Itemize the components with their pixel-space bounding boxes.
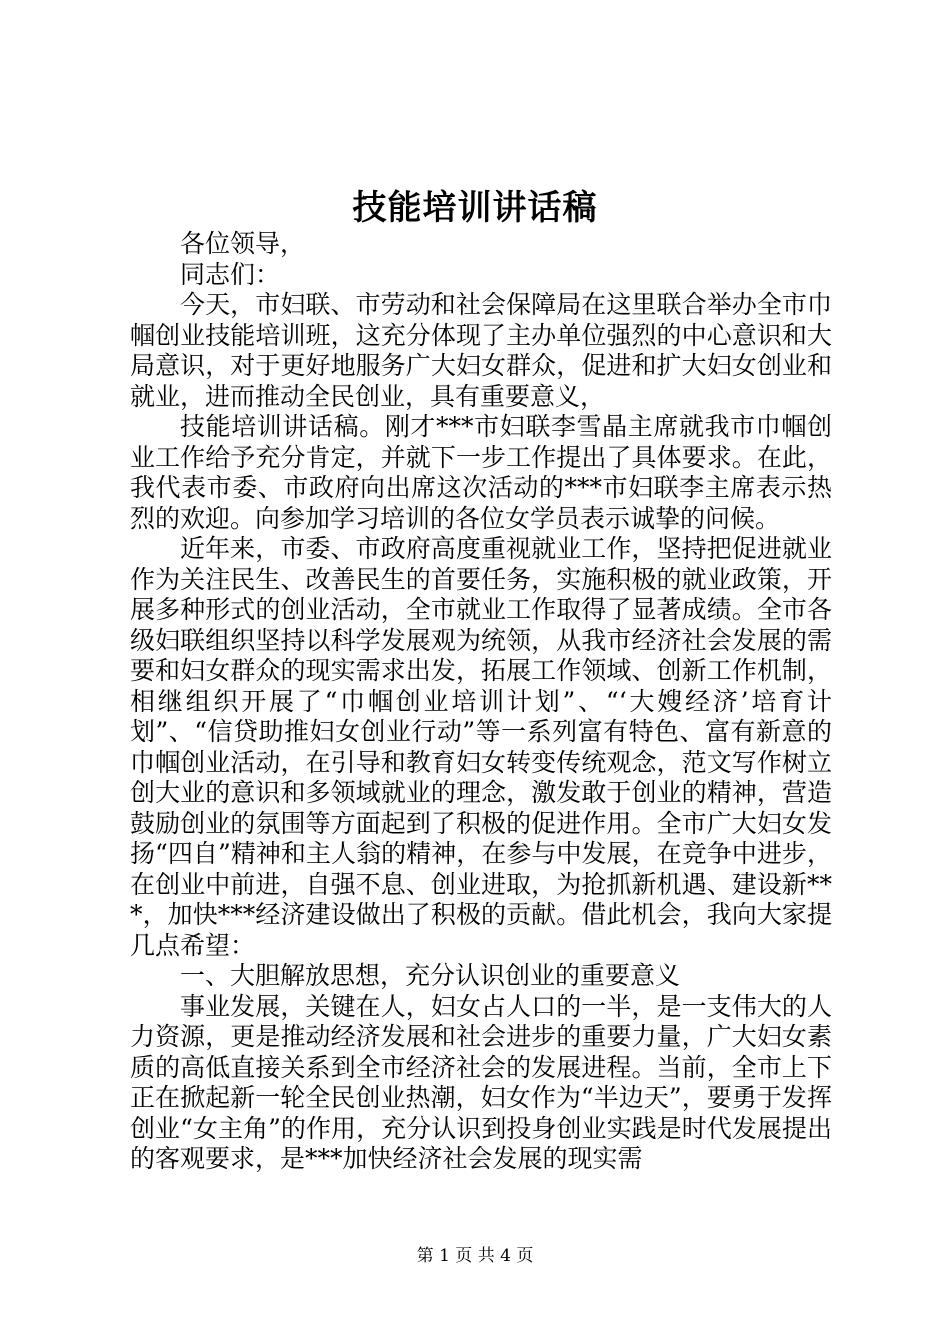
section-heading-1: 一、大胆解放思想，充分认识创业的重要意义: [180, 961, 681, 990]
salutation-comrades: 同志们：: [180, 259, 281, 289]
paragraph-section-1: 事业发展，关键在人，妇女占人口的一半，是一支伟大的人力资源，更是推动经济发展和社会进步的重要力量，广大妇女素质的高低直接关系到全市经济社会的发展进程。当前，全市上下正在掀起新一轮全民创业热潮，妇女作为“半边天”，要勇于发挥创业“女主角”的作用，充分认识到投身创业实践是时代发展提出的客观要求，是***加快经济社会发展的现实需: [130, 991, 832, 1173]
document-body: [130, 229, 832, 1175]
document-title: 技能培训讲话稿: [352, 188, 598, 228]
page-number-footer: 第 1 页 共 4 页: [416, 1246, 534, 1266]
paragraph-welcome: 技能培训讲话稿。刚才***市妇联李雪晶主席就我市巾帼创业工作给予充分肯定，并就下一步工作提出了具体要求。在此，我代表市委、市政府向出席这次活动的***市妇联李主席表示热烈的欢迎。向参加学习培训的各位女学员表示诚挚的问候。: [130, 412, 832, 533]
paragraph-opening: 今天，市妇联、市劳动和社会保障局在这里联合举办全市巾帼创业技能培训班，这充分体现了主办单位强烈的中心意识和大局意识，对于更好地服务广大妇女群众，促进和扩大妇女创业和就业，进而推动全民创业，具有重要意义，: [130, 290, 832, 411]
paragraph-achievements: 近年来，市委、市政府高度重视就业工作，坚持把促进就业作为关注民生、改善民生的首要任务，实施积极的就业政策，开展多种形式的创业活动，全市就业工作取得了显著成绩。全市各级妇联组织坚持以科学发展观为统领，从我市经济社会发展的需要和妇女群众的现实需求出发，拓展工作领域、创新工作机制，相继组织开展了“巾帼创业培训计划”、“‘大嫂经济’培育计划”、“信贷助推妇女创业行动”等一系列富有特色、富有新意的巾帼创业活动，在引导和教育妇女转变传统观念，范文写作树立创大业的意识和多领域就业的理念，激发敢于创业的精神，营造鼓励创业的氛围等方面起到了积极的促进作用。全市广大妇女发扬“四自”精神和主人翁的精神，在参与中发展，在竞争中进步，在创业中前进，自强不息、创业进取，为抢抓新机遇、建设新***，加快***经济建设做出了积极的贡献。借此机会，我向大家提几点希望：: [130, 534, 832, 960]
salutation-leaders: 各位领导，: [180, 229, 306, 258]
